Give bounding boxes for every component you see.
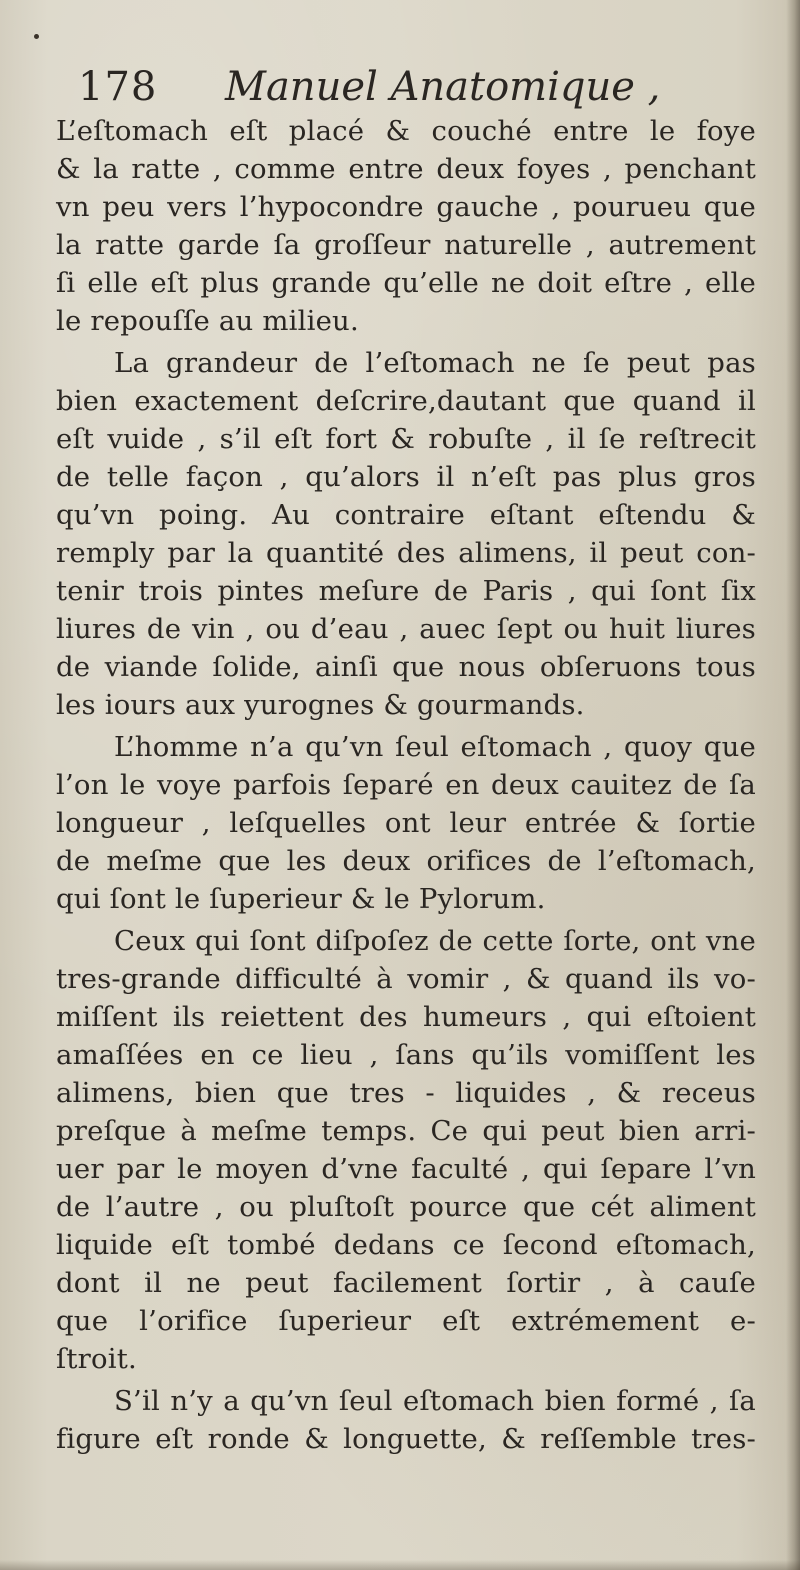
text-line: Ceux qui ſont diſpoſez de cette ſorte, ont vne xyxy=(114,925,756,957)
text-line: remply par la quantité des alimens, il peut con- xyxy=(56,537,756,569)
text-line: liquide eſt tombé dedans ce ſecond eſtomach, xyxy=(56,1229,756,1261)
text-line: L’eſtomach eſt placé & couché entre le foye xyxy=(56,115,756,147)
text-line: amaſſées en ce lieu , ſans qu’ils vomiſſent les xyxy=(56,1039,756,1071)
text-line: longueur , leſquelles ont leur entrée & ſortie xyxy=(56,807,756,839)
text-line: L’homme n’a qu’vn ſeul eſtomach , quoy que xyxy=(114,731,756,763)
page-edge-shadow xyxy=(786,0,800,1570)
text-line: La grandeur de l’eſtomach ne ſe peut pas xyxy=(114,347,756,379)
ink-speck xyxy=(34,34,39,39)
text-line: la ratte garde ſa groſſeur naturelle , autrement xyxy=(56,229,756,261)
text-line: dont il ne peut facilement ſortir , à cauſe xyxy=(56,1267,756,1299)
page-header xyxy=(50,62,770,112)
text-line: alimens, bien que tres - liquides , & receus xyxy=(56,1077,756,1109)
text-line: qui ſont le ſuperieur & le Pylorum. xyxy=(56,883,546,915)
text-line: eſt vuide , s’il eſt fort & robuſte , il ſe reſtrecit xyxy=(56,423,756,455)
page-bottom-shadow xyxy=(0,1560,800,1570)
text-line: vn peu vers l’hypocondre gauche , pourueu que xyxy=(56,191,756,223)
text-line: tenir trois pintes meſure de Paris , qui ſont ſix xyxy=(56,575,756,607)
text-line: ſtroit. xyxy=(56,1343,137,1375)
text-line: de viande ſolide, ainſi que nous obſeruons tous xyxy=(56,651,756,683)
text-line: qu’vn poing. Au contraire eſtant eſtendu & xyxy=(56,499,756,531)
text-line: uer par le moyen d’vne faculté , qui ſepare l’vn xyxy=(56,1153,756,1185)
page-number: 178 xyxy=(78,64,158,110)
text-line: figure eſt ronde & longuette, & reſſemble tres- xyxy=(56,1423,756,1455)
text-line: preſque à meſme temps. Ce qui peut bien arri- xyxy=(56,1115,756,1147)
text-line: miſſent ils reiettent des humeurs , qui eſtoient xyxy=(56,1001,756,1033)
text-line: le repouſſe au milieu. xyxy=(56,305,359,337)
text-line: de telle façon , qu’alors il n’eſt pas plus gros xyxy=(56,461,756,493)
text-line: & la ratte , comme entre deux foyes , penchant xyxy=(56,153,756,185)
text-line: de meſme que les deux orifices de l’eſtomach, xyxy=(56,845,756,877)
running-title: Manuel Anatomique , xyxy=(225,64,661,110)
text-line: liures de vin , ou d’eau , auec ſept ou huit liures xyxy=(56,613,756,645)
text-line: S’il n’y a qu’vn ſeul eſtomach bien formé , ſa xyxy=(114,1385,756,1417)
text-line: ſi elle eſt plus grande qu’elle ne doit eſtre , elle xyxy=(56,267,756,299)
text-line: tres-grande difficulté à vomir , & quand ils vo- xyxy=(56,963,756,995)
text-line: l’on le voye parfois ſeparé en deux cauitez de ſa xyxy=(56,769,756,801)
text-line: les iours aux yurognes & gourmands. xyxy=(56,689,585,721)
text-line: de l’autre , ou pluſtoſt pource que cét aliment xyxy=(56,1191,756,1223)
text-line: que l’orifice ſuperieur eſt extrémement e- xyxy=(56,1305,756,1337)
text-line: bien exactement deſcrire,dautant que quand il xyxy=(56,385,756,417)
